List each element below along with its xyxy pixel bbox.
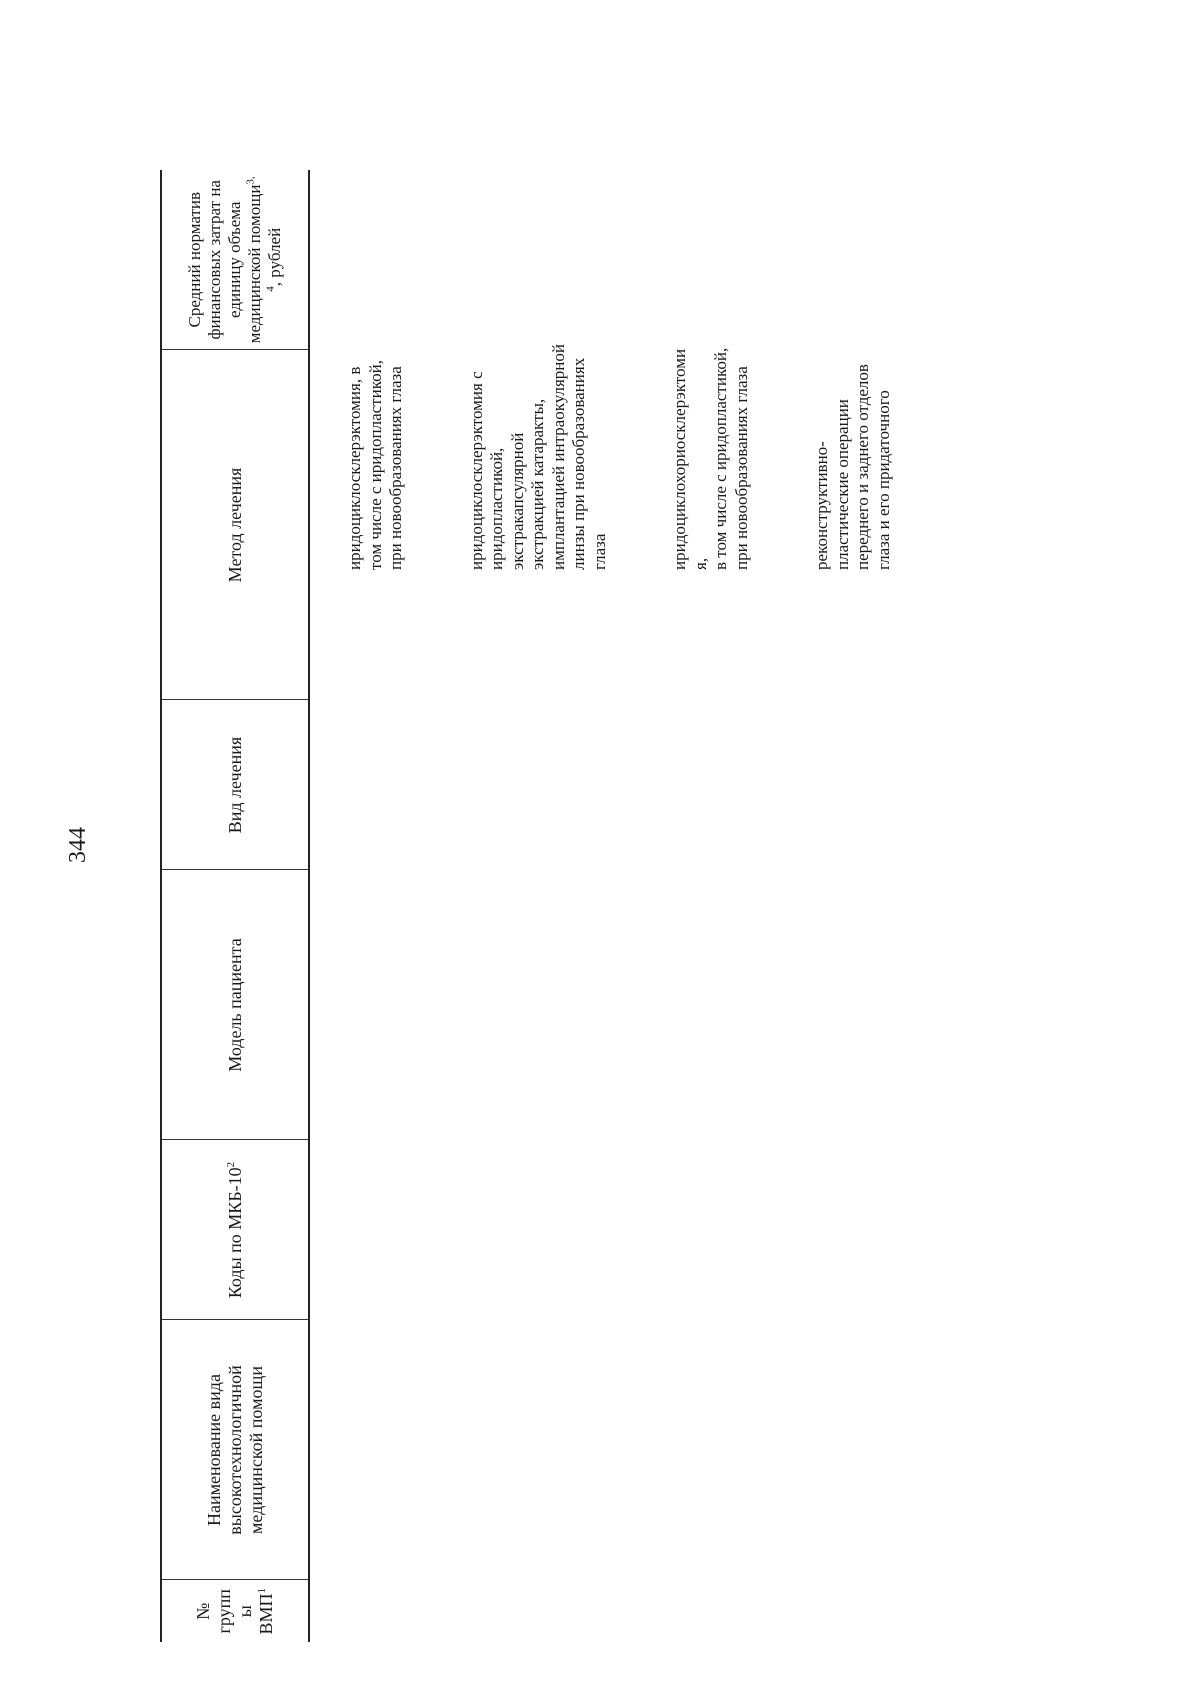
treatment-methods-list (345, 280, 954, 570)
header-treatment-method: Метод лечения (161, 350, 309, 700)
header-patient-model: Модель пациента (161, 870, 309, 1140)
treatment-method-item (467, 280, 611, 570)
header-cost-standard-text: Средний норматив финансовых затрат на единицу объема медицинской помощи (185, 180, 264, 344)
header-icd-codes (161, 1140, 309, 1320)
treatment-method-text: иридоциклосклерэктомия с иридопластикой, экстракапсулярной экстракцией катаракты, имплантацией интраокулярной линзы при новообразованиях глаза (466, 344, 609, 570)
treatment-method-text: иридоциклосклерэктомия, в том числе с иридопластикой, при новообразованиях глаза (345, 360, 405, 570)
treatment-method-item (812, 280, 894, 570)
header-group-number-text: № групп ы ВМП (193, 1589, 276, 1635)
header-vmp-name: Наименование вида высокотехнологичной медицинской помощи (161, 1320, 309, 1580)
header-icd-codes-text: Коды по МКБ-10 (224, 1167, 245, 1299)
treatment-method-text: реконструктивно- пластические операции переднего и заднего отделов глаза и его придаточного (812, 364, 893, 570)
header-group-number (161, 1580, 309, 1642)
page-number: 344 (65, 827, 91, 863)
header-table (160, 170, 310, 1642)
header-icd-codes-sup: 2 (224, 1161, 237, 1168)
header-treatment-type: Вид лечения (161, 700, 309, 870)
header-cost-standard (161, 170, 309, 350)
header-group-number-sup: 1 (256, 1588, 268, 1594)
header-row (161, 170, 309, 1642)
treatment-method-text: иридоциклохориосклерэктоми я, в том числе с иридопластикой, при новообразованиях глаза (670, 347, 751, 570)
treatment-method-item (345, 280, 407, 570)
treatment-method-item (670, 280, 752, 570)
header-cost-standard-sup: 3, 4 (244, 176, 277, 292)
header-cost-standard-suffix: , рублей (265, 227, 284, 287)
